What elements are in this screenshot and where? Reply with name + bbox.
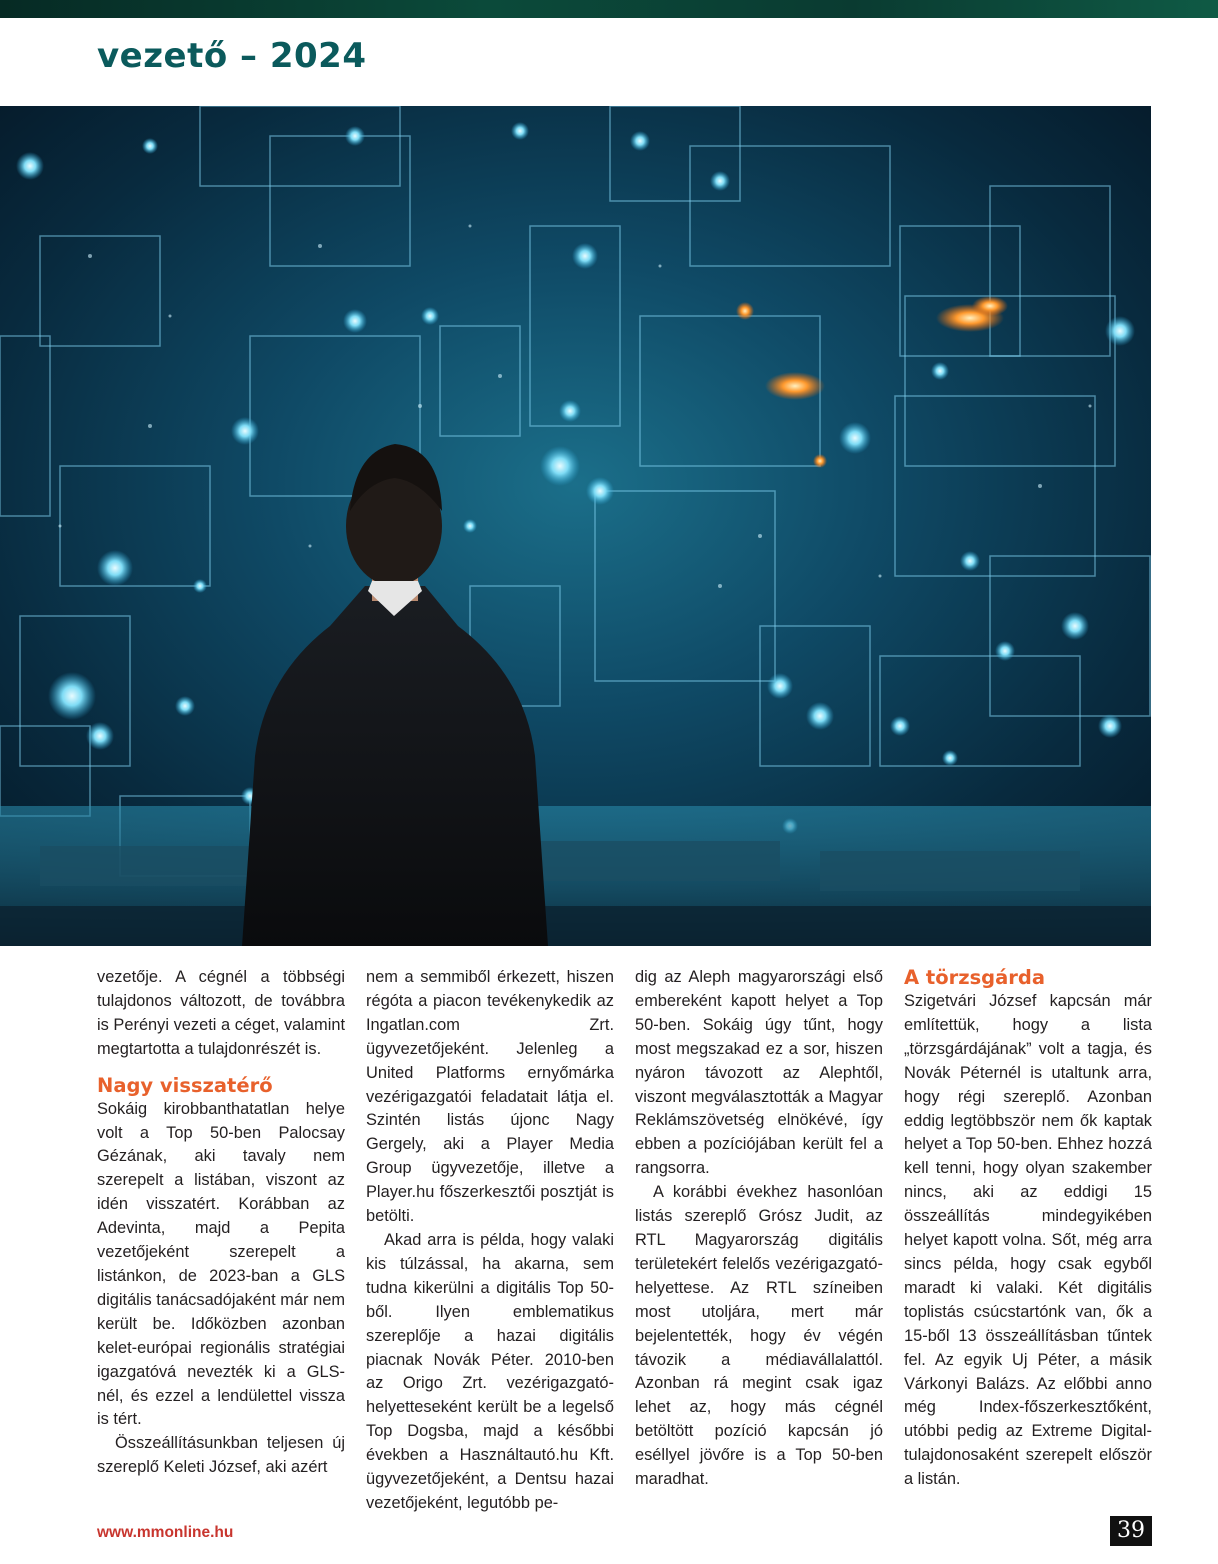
- article-column-2: [366, 966, 614, 1516]
- paragraph: Összeállításunkban teljesen új szereplő Keleti József, aki azért: [97, 1434, 345, 1477]
- paragraph: Sokáig kirobbanthatatlan helye volt a Top 50-ben Palocsay Gézának, aki tavaly nem szerepelt a listában, viszont az idén visszatért. Korábban az Adevinta, majd a Pepita vezetőjeként szerepelt a listánkon, de 2023-ban a GLS digitális tanácsadójaként már nem került be. Időközben azonban kelet-európai regionális stratégiai igazgatóvá nevezték ki a GLS-nél, és ezzel a lendülettel vissza is tért.: [97, 1099, 345, 1429]
- article-column-3: [635, 966, 883, 1492]
- article-column-4: [904, 966, 1152, 1492]
- paragraph: vezetője. A cégnél a többségi tulajdonos változott, de továbbra is Perényi vezeti a céget, valamint megtartotta a tulajdonrészét is.: [97, 968, 345, 1058]
- subheading: A törzsgárda: [904, 966, 1046, 989]
- paragraph: Szigetvári József kapcsán már említettük, hogy a lista „törzsgárdájának” volt a tagja, és Novák Péternél is utaltunk arra, hogy régi szereplő. Azonban eddig legtöbbször nem ők kaptak helyet a Top 50-ben. Ehhez hozzá kell tenni, hogy olyan szakember nincs, aki az eddigi 15 összeállítás mindegyikében helyet kapott volna. Sőt, még arra sincs példa, hogy csak egyből maradt ki valaki. Két digitális toplistás csúcstartónk van, ők a 15-ből 13 összeállításban tűntek fel. Az egyik Uj Péter, a másik Várkonyi Balázs. Az előbbi anno még Index-főszerkesztőként, utóbbi pedig az Extreme Digital-tulajdonosaként szerepelt először a listán.: [904, 992, 1152, 1489]
- footer-website-link[interactable]: www.mmonline.hu: [97, 1524, 234, 1541]
- section-title: vezető – 2024: [97, 36, 367, 76]
- spacer: [97, 1062, 345, 1074]
- paragraph: nem a semmiből érkezett, hiszen régóta a piacon tevékenykedik az Ingatlan.com Zrt. ügyvezetőjeként. Jelenleg a United Platforms ernyőmárka vezérigazgatói feladatait látja el. Szintén listás újonc Nagy Gergely, aki a Player Media Group ügyvezetője, illetve a Player.hu főszerkesztői posztját is betölti.: [366, 968, 614, 1226]
- hero-illustration: [0, 106, 1151, 946]
- paragraph: A korábbi évekhez hasonlóan listás szereplő Grósz Judit, az RTL Magyarország digitális területekért felelős vezérigazgató-helyettese. Az RTL színeiben most utoljára, mert már bejelentették, hogy év végén távozik a médiavállalattól. Azonban rá megint csak igaz lehet az, hogy más cégnél betöltött pozíció kapcsán jó eséllyel jövőre is a Top 50-ben maradhat.: [635, 1183, 883, 1489]
- paragraph: Akad arra is példa, hogy valaki kis túlzással, ha akarna, sem tudna kikerülni a digitális Top 50-ből. Ilyen emblematikus szereplője a hazai digitális piacnak Novák Péter. 2010-ben az Origo Zrt. vezérigazgató-helyetteseként került be a legelső Top Dogsba, majd a későbbi években a Használtautó.hu Kft. ügyvezetőjeként, a Dentsu hazai vezetőjeként, legutóbb pe-: [366, 1230, 614, 1512]
- top-decorative-band: [0, 0, 1218, 18]
- paragraph: dig az Aleph magyarországi első embereként kapott helyet a Top 50-ben. Sokáig úgy tűnt, hogy most megszakad ez a sor, hiszen nyáron távozott az Alephtől, viszont megválasztották a Magyar Reklámszövetség elnökévé, így ebben a pozíciójában került fel a rangsorra.: [635, 968, 883, 1178]
- page-number: 39: [1110, 1516, 1152, 1546]
- article-column-1: [97, 966, 345, 1480]
- subheading: Nagy visszatérő: [97, 1073, 273, 1097]
